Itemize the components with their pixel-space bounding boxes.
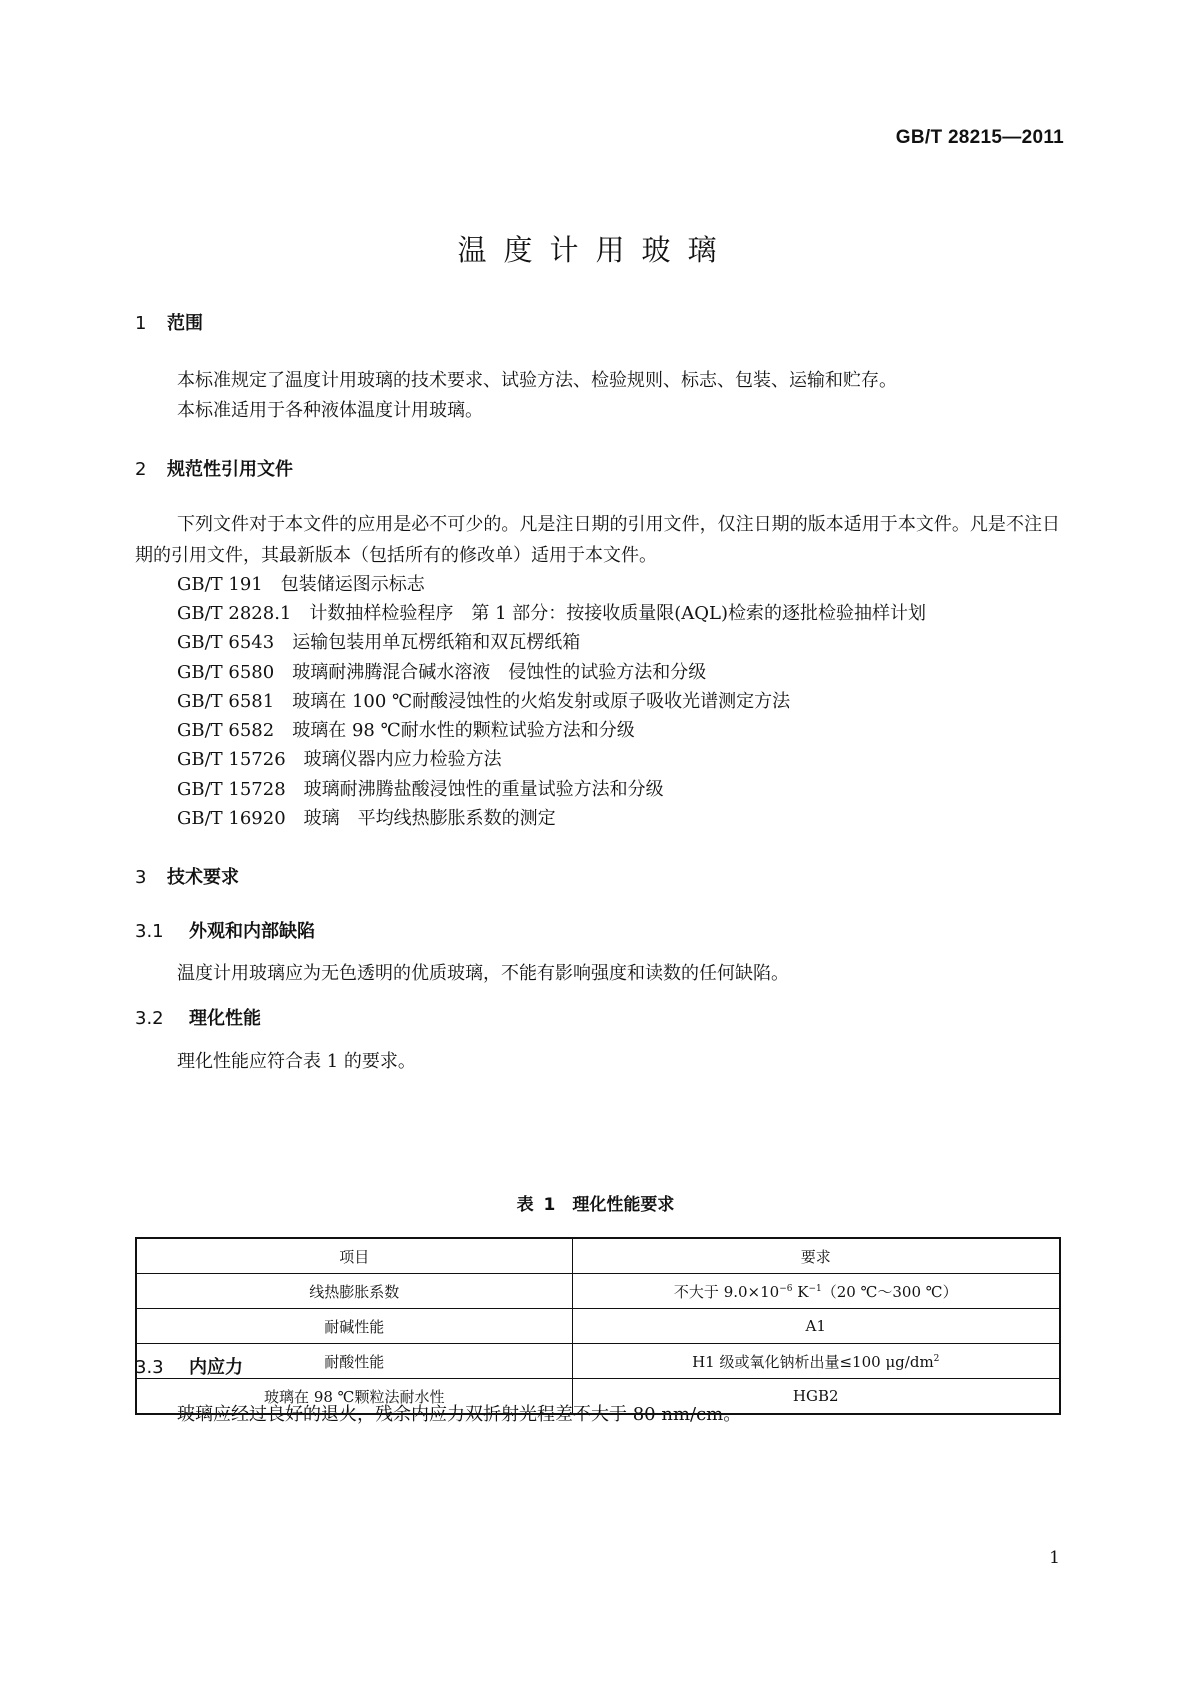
req-text: 不大于 9.0×10 [673,1282,780,1301]
reference-title: 计数抽样检验程序 第 1 部分：按接收质量限(AQL)检索的逐批检验抽样计划 [309,603,927,624]
paragraph: 玻璃应经过良好的退火，残余内应力双折射光程差不大于 80 nm/cm。 [177,1404,742,1425]
cell-requirement [572,1344,1060,1379]
reference-title: 运输包装用单瓦楞纸箱和双瓦楞纸箱 [292,632,581,653]
reference-code: GB/T 15728 [177,779,286,800]
section-3-3-heading [135,1353,243,1379]
paragraph: 温度计用玻璃应为无色透明的优质玻璃，不能有影响强度和读数的任何缺陷。 [177,963,789,984]
reference-title: 玻璃仪器内应力检验方法 [303,749,502,770]
reference-title: 包装储运图示标志 [280,574,425,595]
section-1-heading [135,309,203,335]
paragraph: 本标准适用于各种液体温度计用玻璃。 [177,400,483,421]
section-number: 1 [135,313,147,334]
req-text: （20 ℃～300 ℃） [821,1282,958,1301]
reference-title: 玻璃在 98 ℃耐水性的颗粒试验方法和分级 [292,720,635,741]
section-2-heading [135,455,293,481]
reference-item [177,716,635,742]
reference-item [177,775,664,801]
section-3-heading [135,863,239,889]
section-title: 外观和内部缺陷 [189,921,315,942]
standard-code: GB/T 28215—2011 [895,127,1064,148]
reference-code: GB/T 191 [177,574,263,595]
reference-code: GB/T 2828.1 [177,603,292,624]
req-superscript: 2 [933,1353,940,1364]
paragraph: 本标准规定了温度计用玻璃的技术要求、试验方法、检验规则、标志、包装、运输和贮存。 [177,370,897,391]
page-number: 1 [1049,1548,1060,1568]
reference-title: 玻璃 平均线热膨胀系数的测定 [303,808,556,829]
req-superscript: −1 [808,1283,822,1294]
cell-item: 线热膨胀系数 [136,1274,572,1309]
section-number: 3 [135,867,147,888]
reference-item [177,745,502,771]
header-cell-item: 项目 [136,1238,572,1274]
cell-requirement [572,1274,1060,1309]
table-row [136,1274,1060,1309]
section-number: 3.1 [135,921,164,942]
reference-item [177,658,706,684]
reference-title: 玻璃在 100 ℃耐酸浸蚀性的火焰发射或原子吸收光谱测定方法 [292,691,791,712]
table-row [136,1309,1060,1344]
reference-code: GB/T 6581 [177,691,275,712]
reference-code: GB/T 16920 [177,808,286,829]
cell-item: 耐酸性能 [136,1344,572,1379]
document-title: 温度计用玻璃 [457,233,734,267]
reference-code: GB/T 15726 [177,749,286,770]
section-number: 3.3 [135,1357,164,1378]
paragraph: 理化性能应符合表 1 的要求。 [177,1051,416,1072]
reference-code: GB/T 6543 [177,632,275,653]
req-text: K [792,1282,809,1301]
reference-item [177,804,556,830]
section-title: 理化性能 [189,1008,261,1029]
reference-code: GB/T 6582 [177,720,275,741]
cell-item: 耐碱性能 [136,1309,572,1344]
reference-item [177,599,926,625]
cell-requirement: HGB2 [572,1379,1060,1415]
section-title: 技术要求 [167,867,239,888]
reference-title: 玻璃耐沸腾盐酸浸蚀性的重量试验方法和分级 [303,779,664,800]
reference-item [177,570,425,596]
reference-code: GB/T 6580 [177,662,275,683]
section-3-2-heading [135,1004,261,1030]
req-superscript: −6 [779,1283,793,1294]
section-title: 内应力 [189,1357,243,1378]
table-header-row [136,1238,1060,1274]
section-title: 范围 [167,313,203,334]
reference-item [177,687,790,713]
paragraph: 下列文件对于本文件的应用是必不可少的。凡是注日期的引用文件，仅注日期的版本适用于本文件。凡是不注日期的引用文件，其最新版本（包括所有的修改单）适用于本文件。 [135,514,1060,566]
reference-title: 玻璃耐沸腾混合碱水溶液 侵蚀性的试验方法和分级 [292,662,707,683]
table-caption: 表 1 理化性能要求 [516,1195,675,1215]
cell-requirement: A1 [572,1309,1060,1344]
section-number: 2 [135,459,147,480]
properties-table [135,1237,1061,1415]
section-title: 规范性引用文件 [167,459,293,480]
header-cell-requirement: 要求 [572,1238,1060,1274]
section-3-1-heading [135,917,315,943]
cell-item: 玻璃在 98 ℃颗粒法耐水性 [136,1379,572,1415]
reference-item [177,628,580,654]
req-text: H1 级或氧化钠析出量≤100 μg/dm [692,1352,934,1371]
table-row [136,1344,1060,1379]
section-number: 3.2 [135,1008,164,1029]
